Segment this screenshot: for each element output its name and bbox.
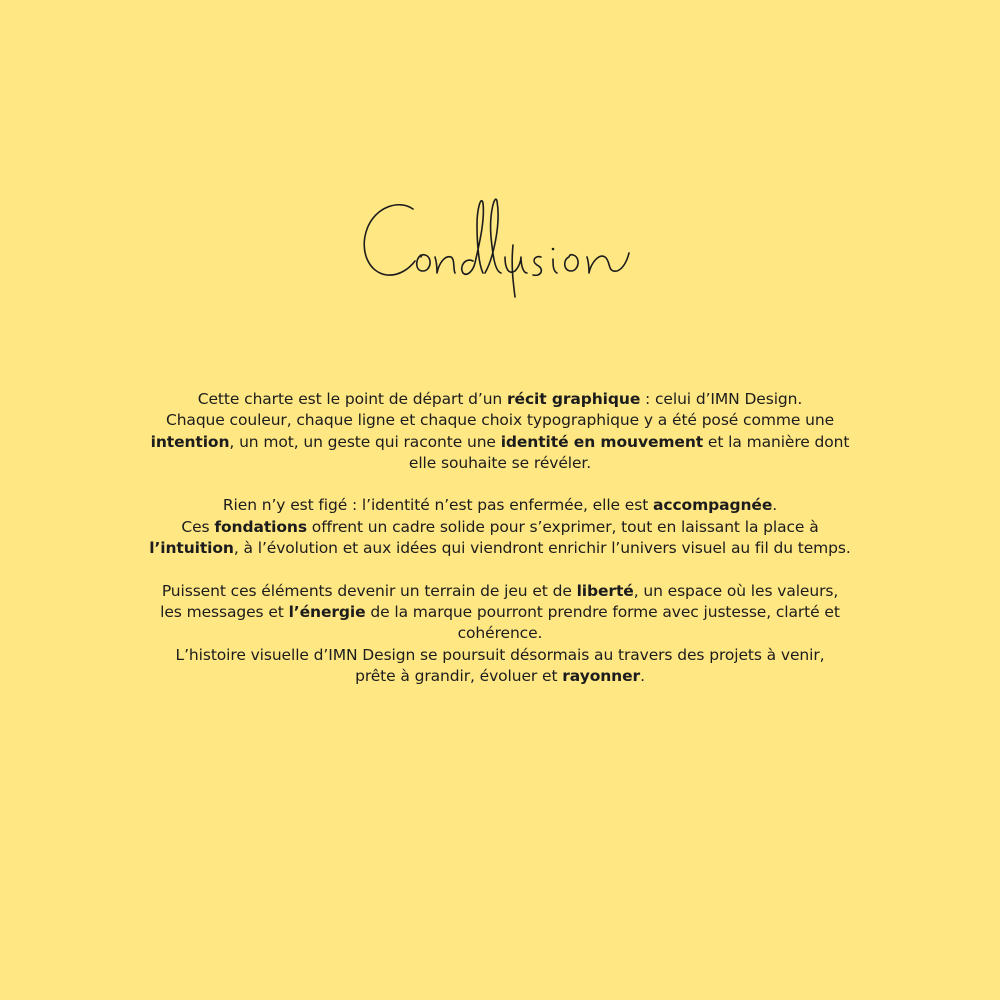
text-span: Chaque couleur, chaque ligne et chaque choix typographique y a été posé comme une <box>165 411 835 430</box>
text-span: prête à grandir, évoluer et <box>355 666 563 685</box>
text-span: et la manière dont <box>703 432 850 451</box>
text-span: L’histoire visuelle d’IMN Design se poursuit désormais au travers des projets à venir, <box>175 645 825 664</box>
text-line <box>130 623 870 644</box>
text-line <box>130 453 870 474</box>
paragraph-gap <box>130 559 870 580</box>
text-span: : celui d’IMN Design. <box>640 390 803 408</box>
emphasis-text: liberté <box>576 581 634 600</box>
text-span: elle souhaite se révéler. <box>408 453 592 472</box>
text-line <box>130 602 870 623</box>
emphasis-text: accompagnée <box>653 496 773 515</box>
paragraph-gap <box>130 474 870 495</box>
text-line <box>130 645 870 666</box>
text-span: Cette charte est le point de départ d’un <box>197 390 507 408</box>
text-line <box>130 666 870 687</box>
emphasis-text: l’énergie <box>288 602 366 621</box>
emphasis-text: intention <box>150 432 230 451</box>
text-span: offrent un cadre solide pour s’exprimer, tout en laissant la place à <box>306 517 819 536</box>
text-line <box>130 538 870 559</box>
script-title-lettering <box>355 185 645 305</box>
emphasis-text: rayonner <box>562 666 641 685</box>
text-span: . <box>772 496 778 515</box>
emphasis-text: récit graphique <box>506 390 641 408</box>
text-span: de la marque pourront prendre forme avec justesse, clarté et <box>365 602 840 621</box>
emphasis-text: l’intuition <box>149 539 234 558</box>
text-span: les messages et <box>160 602 289 621</box>
text-span: , un mot, un geste qui raconte une <box>229 432 501 451</box>
text-span: Rien n’y est figé : l’identité n’est pas enfermée, elle est <box>222 496 654 515</box>
paragraph-2 <box>130 495 870 559</box>
text-line <box>130 517 870 538</box>
text-line <box>130 410 870 431</box>
text-span: , un espace où les valeurs, <box>633 581 839 600</box>
page-title <box>0 185 1000 305</box>
paragraph-1 <box>130 389 870 474</box>
text-span: Puissent ces éléments devenir un terrain de jeu et de <box>161 581 577 600</box>
emphasis-text: fondations <box>214 517 307 536</box>
text-span: , à l’évolution et aux idées qui viendront enrichir l’univers visuel au fil du temps. <box>233 539 851 558</box>
text-span: cohérence. <box>457 624 543 643</box>
paragraph-3 <box>130 581 870 687</box>
conclusion-body <box>130 389 870 687</box>
text-span: . <box>640 666 645 685</box>
text-line <box>130 432 870 453</box>
text-line <box>130 389 870 410</box>
text-line <box>130 495 870 516</box>
emphasis-text: identité en mouvement <box>500 432 704 451</box>
text-line <box>130 581 870 602</box>
text-span: Ces <box>181 517 215 536</box>
